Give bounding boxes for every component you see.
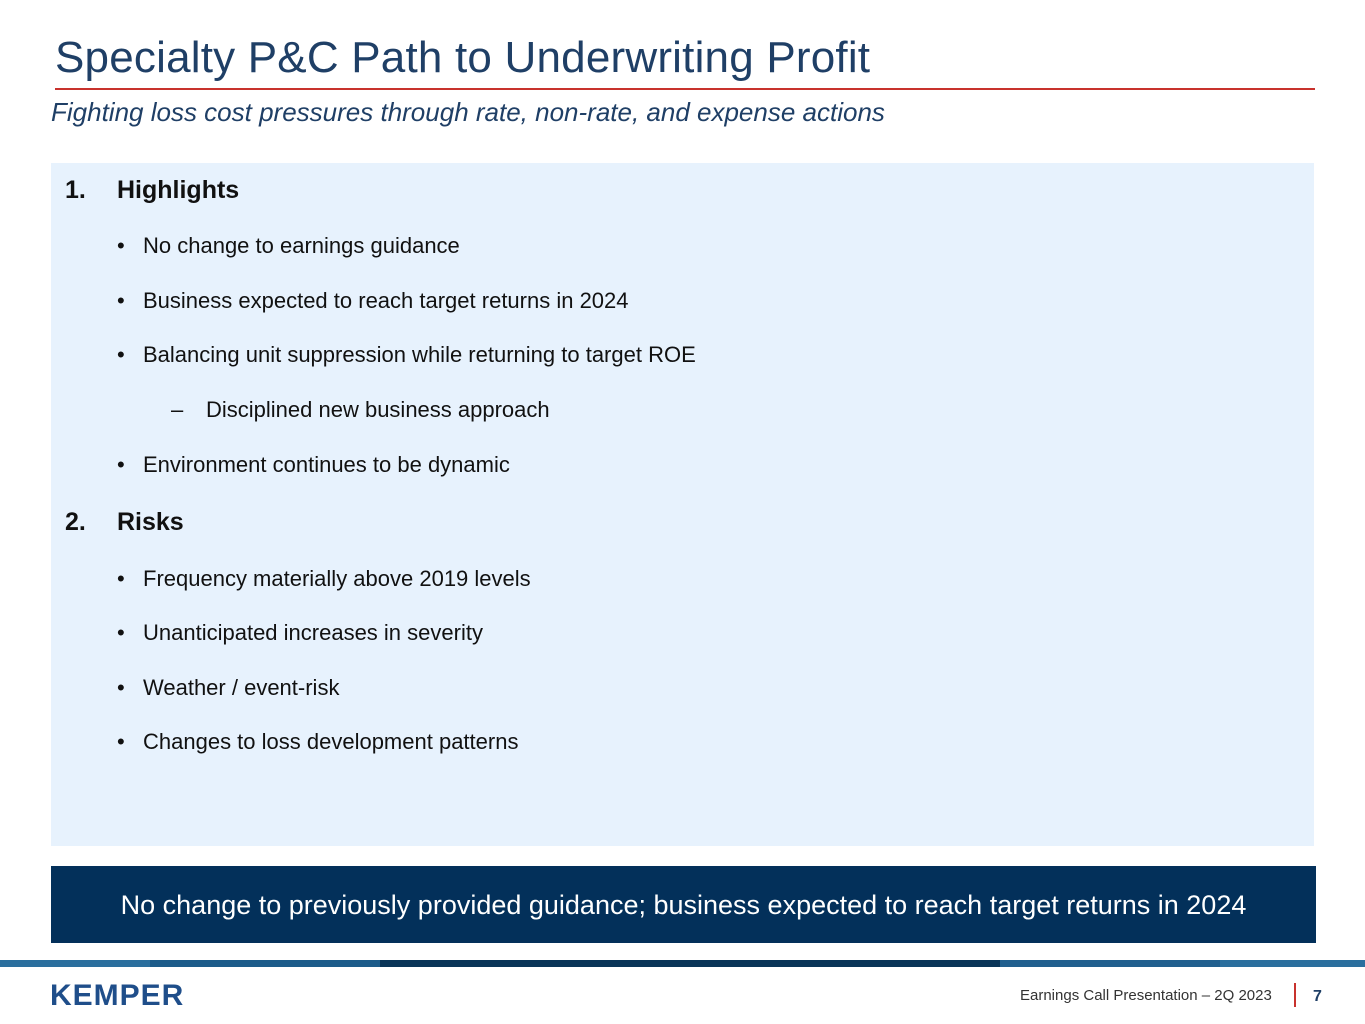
slide-title: Specialty P&C Path to Underwriting Profit bbox=[55, 33, 871, 82]
list-item: • Balancing unit suppression while returning to target ROE bbox=[117, 340, 696, 370]
list-item: • Unanticipated increases in severity bbox=[117, 618, 483, 648]
section-title: Highlights bbox=[117, 176, 240, 204]
list-item: • Changes to loss development patterns bbox=[117, 727, 518, 757]
section-number: 1. bbox=[65, 176, 86, 204]
section-title: Risks bbox=[117, 508, 184, 536]
list-item: • Weather / event-risk bbox=[117, 673, 339, 703]
bullet-icon: • bbox=[117, 620, 125, 645]
banner-text: No change to previously provided guidance; business expected to reach target returns in 2024 bbox=[120, 889, 1247, 920]
bullet-icon: • bbox=[117, 452, 125, 477]
content-panel bbox=[51, 163, 1314, 846]
bullet-icon: • bbox=[117, 675, 125, 700]
page-number: 7 bbox=[1313, 988, 1322, 1005]
bullet-icon: • bbox=[117, 288, 125, 313]
bullet-icon: • bbox=[117, 342, 125, 367]
list-item: • No change to earnings guidance bbox=[117, 231, 460, 261]
dash-icon: – bbox=[171, 397, 184, 422]
section-heading-risks bbox=[65, 506, 184, 538]
kemper-logo: KEMPER bbox=[50, 979, 185, 1012]
bullet-icon: • bbox=[117, 729, 125, 754]
footer-divider bbox=[1294, 983, 1296, 1007]
section-number: 2. bbox=[65, 508, 86, 536]
bullet-icon: • bbox=[117, 566, 125, 591]
list-item: • Environment continues to be dynamic bbox=[117, 450, 510, 480]
list-item: • Frequency materially above 2019 levels bbox=[117, 564, 531, 594]
bullet-icon: • bbox=[117, 233, 125, 258]
footer-stripe bbox=[0, 960, 1365, 967]
footer-caption: Earnings Call Presentation – 2Q 2023 bbox=[1020, 987, 1272, 1004]
title-divider bbox=[55, 88, 1315, 90]
slide-subtitle: Fighting loss cost pressures through rate, non-rate, and expense actions bbox=[51, 97, 885, 127]
guidance-banner bbox=[51, 866, 1316, 943]
sub-list-item: – Disciplined new business approach bbox=[171, 395, 550, 425]
list-item: • Business expected to reach target returns in 2024 bbox=[117, 286, 629, 316]
section-heading-highlights bbox=[65, 174, 239, 206]
